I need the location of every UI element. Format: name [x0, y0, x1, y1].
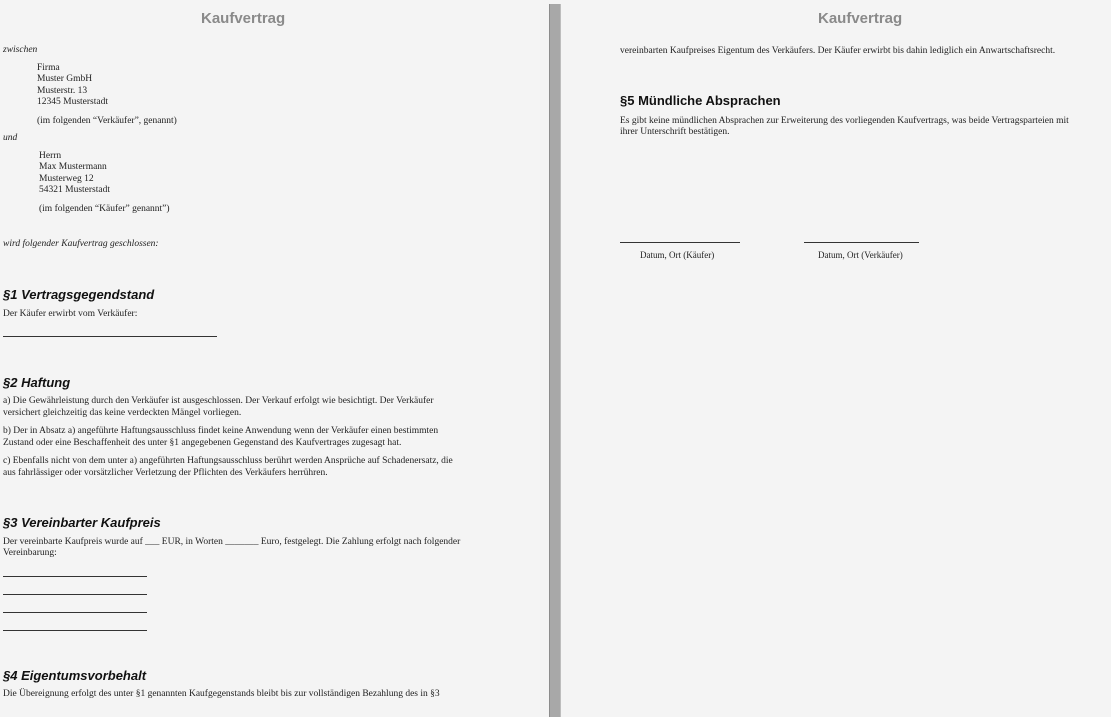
section-2-title: §2 Haftung: [3, 375, 71, 390]
seller-note: (im folgenden “Verkäufer”, genannt): [37, 116, 177, 126]
section-1-text: Der Käufer erwirbt vom Verkäufer:: [3, 309, 138, 319]
buyer-signature-line: [620, 242, 740, 243]
buyer-line-2: Max Mustermann: [39, 162, 107, 172]
seller-line-2: Muster GmbH: [37, 74, 93, 84]
section-2-b-line-2: Zustand oder eine Beschaffenheit des unter §1 angegebenen Gegenstand des Kaufvertrages zugesagt hat.: [3, 438, 402, 448]
seller-line-1: Firma: [37, 63, 60, 73]
und-label: und: [3, 133, 18, 143]
section-5-text-line-1: Es gibt keine mündlichen Absprachen zur Erweiterung des vorliegenden Kaufvertrags, was beide Vertragsparteien mit: [620, 116, 1069, 126]
contract-intro: wird folgender Kaufvertrag geschlossen:: [3, 239, 159, 249]
section-2-a-line-1: a) Die Gewährleistung durch den Verkäufer ist ausgeschlossen. Der Verkauf erfolgt wie besichtigt. Der Verkäufer: [3, 396, 434, 406]
buyer-signature-label: Datum, Ort (Käufer): [640, 250, 715, 260]
seller-signature-label: Datum, Ort (Verkäufer): [818, 250, 903, 260]
section-4-title: §4 Eigentumsvorbehalt: [3, 668, 147, 683]
payment-line-1: [3, 576, 147, 577]
payment-line-3: [3, 612, 147, 613]
section-4-continuation: vereinbarten Kaufpreises Eigentum des Verkäufers. Der Käufer erwirbt bis dahin lediglich ein Anwartschaftsrecht.: [620, 46, 1056, 56]
document-page-left: [0, 0, 549, 717]
seller-line-4: 12345 Musterstadt: [37, 97, 108, 107]
buyer-line-4: 54321 Musterstadt: [39, 185, 110, 195]
buyer-line-3: Musterweg 12: [39, 174, 94, 184]
seller-signature-line: [804, 242, 919, 243]
section-4-text: Die Übereignung erfolgt des unter §1 genannten Kaufgegenstands bleibt bis zur vollständigen Bezahlung des in §3: [3, 689, 440, 699]
page-divider: [549, 4, 561, 717]
buyer-note: (im folgenden “Käufer” genannt”): [39, 204, 170, 214]
section-3-title: §3 Vereinbarter Kaufpreis: [3, 515, 161, 530]
payment-line-4: [3, 630, 147, 631]
page-header-title: Kaufvertrag: [818, 10, 903, 27]
document-page-right: [561, 0, 1111, 717]
seller-line-3: Musterstr. 13: [37, 86, 88, 96]
section-2-b-line-1: b) Der in Absatz a) angeführte Haftungsausschluss findet keine Anwendung wenn der Verkäufer einen bestimmten: [3, 426, 439, 436]
section-1-blank-line: [3, 336, 217, 337]
section-2-a-line-2: versichert gleichzeitig das keine verdeckten Mängel vorliegen.: [3, 408, 242, 418]
section-5-title: §5 Mündliche Absprachen: [620, 93, 781, 108]
section-3-text-line-2: Vereinbarung:: [3, 548, 57, 558]
section-3-text-line-1: Der vereinbarte Kaufpreis wurde auf ___ EUR, in Worten _______ Euro, festgelegt. Die Zahlung erfolgt nach folgender: [3, 537, 461, 547]
zwischen-label: zwischen: [3, 45, 38, 55]
section-2-c-line-2: aus fahrlässiger oder vorsätzlicher Verletzung der Pflichten des Verkäufers herrühren.: [3, 468, 328, 478]
section-2-c-line-1: c) Ebenfalls nicht von dem unter a) angeführten Haftungsausschluss berührt werden Ansprüche auf Schadenersatz, die: [3, 456, 453, 466]
section-5-text-line-2: ihrer Unterschrift bestätigen.: [620, 127, 730, 137]
section-1-title: §1 Vertragsgegendstand: [3, 287, 155, 302]
page-header-title: Kaufvertrag: [201, 10, 286, 27]
buyer-line-1: Herrn: [39, 151, 62, 161]
payment-line-2: [3, 594, 147, 595]
